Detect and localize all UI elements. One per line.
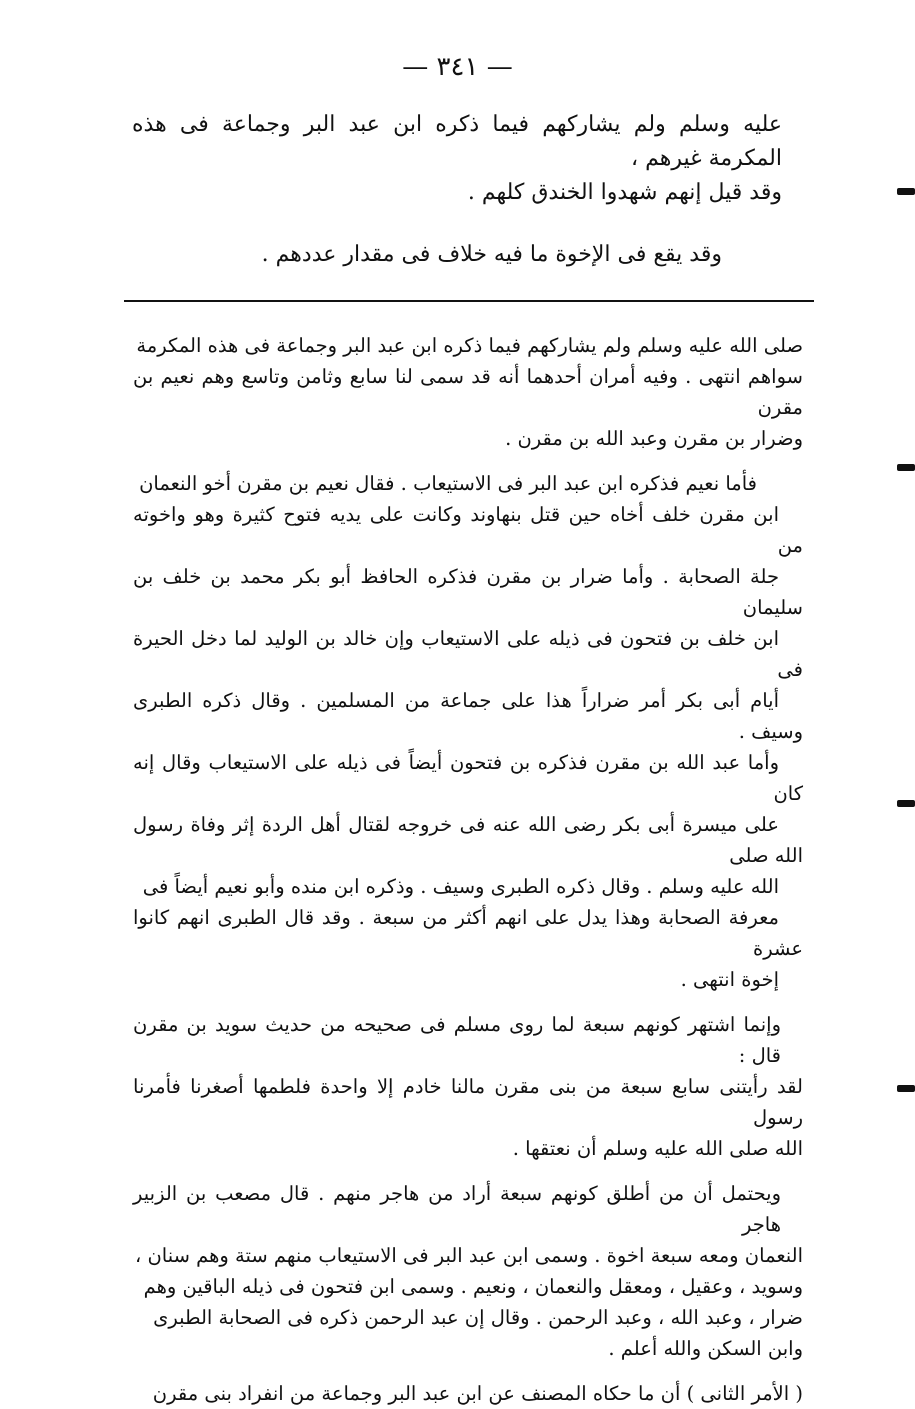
text-line: ابن خلف بن فتحون فى ذيله على الاستيعاب وإن خالد بن الوليد لما دخل الحيرة فى [133, 627, 803, 681]
footnote-paragraph [133, 330, 803, 454]
text-line: الله صلى الله عليه وسلم أن نعتقها . [512, 1137, 803, 1160]
main-text-block [132, 108, 782, 272]
text-line: النعمان ومعه سبعة اخوة . وسمى ابن عبد البر فى الاستيعاب منهم ستة وهم سنان ، [134, 1244, 803, 1267]
text-line: عليه وسلم ولم يشاركهم فيما ذكره ابن عبد البر وجماعة فى هذه المكرمة غيرهم ، [132, 112, 782, 171]
footnote-paragraph [133, 1009, 803, 1164]
text-line: معرفة الصحابة وهذا يدل على انهم أكثر من سبعة . وقد قال الطبرى انهم كانوا عشرة [133, 906, 803, 960]
margin-mark [897, 464, 915, 471]
footnote-paragraph [133, 1378, 803, 1409]
text-line: وقد قيل إنهم شهدوا الخندق كلهم . [467, 180, 782, 205]
text-line: وإنما اشتهر كونهم سبعة لما روى مسلم فى صحيحه من حديث سويد بن مقرن قال : [133, 1013, 781, 1067]
main-paragraph [132, 108, 782, 210]
margin-mark [897, 800, 915, 807]
footnote-paragraph [133, 468, 803, 995]
text-line: وابن السكن والله أعلم . [608, 1337, 803, 1360]
text-line: وضرار بن مقرن وعبد الله بن مقرن . [505, 427, 803, 450]
text-line: أيام أبى بكر أمر ضراراً هذا على جماعة من المسلمين . وقال ذكره الطبرى وسيف . [133, 689, 803, 743]
footnote-separator-rule [124, 300, 814, 302]
text-line: ابن مقرن خلف أخاه حين قتل بنهاوند وكانت على يديه فتوح كثيرة وهو واخوته من [133, 503, 803, 557]
text-line: سواهم انتهى . وفيه أمران أحدهما أنه قد سمى لنا سابع وثامن وتاسع وهم نعيم بن مقرن [133, 365, 803, 419]
text-line: الله عليه وسلم . وقال ذكره الطبرى وسيف . وذكره ابن منده وأبو نعيم أيضاً فى [142, 875, 779, 898]
margin-mark [897, 1085, 915, 1092]
text-line: وسويد ، وعقيل ، ومعقل والنعمان ، ونعيم . وسمى ابن فتحون فى ذيله الباقين وهم [143, 1275, 803, 1298]
text-line: صلى الله عليه وسلم ولم يشاركهم فيما ذكره ابن عبد البر وجماعة فى هذه المكرمة [136, 334, 803, 357]
page-number: — ٣٤١ — [402, 52, 513, 82]
footnote-paragraph [133, 1178, 803, 1364]
footnote-block [133, 330, 803, 1409]
text-line: وقد يقع فى الإخوة ما فيه خلاف فى مقدار عددهم . [261, 242, 722, 267]
text-line: جلة الصحابة . وأما ضرار بن مقرن فذكره الحافظ أبو بكر محمد بن خلف بن سليمان [133, 565, 803, 619]
text-line: على ميسرة أبى بكر رضى الله عنه فى خروجه لقتال أهل الردة إثر وفاة رسول الله صلى [133, 813, 803, 867]
text-line: وأما عبد الله بن مقرن فذكره بن فتحون أيضاً فى ذيله على الاستيعاب وقال إنه كان [133, 751, 803, 805]
text-line: ضرار ، وعبد الله ، وعبد الرحمن . وقال إن عبد الرحمن ذكره فى الصحابة الطبرى [153, 1306, 803, 1329]
text-line: فأما نعيم فذكره ابن عبد البر فى الاستيعاب . فقال نعيم بن مقرن أخو النعمان [139, 472, 757, 495]
margin-mark [897, 188, 915, 195]
text-line: ويحتمل أن من أطلق كونهم سبعة أراد من هاجر منهم . قال مصعب بن الزبير هاجر [133, 1182, 781, 1236]
text-line: ( الأمر الثانى ) أن ما حكاه المصنف عن ابن عبد البر وجماعة من انفراد بنى مقرن [152, 1382, 803, 1405]
main-paragraph [132, 238, 782, 272]
text-line: لقد رأيتنى سابع سبعة من بنى مقرن مالنا خادم إلا واحدة فلطمها أصغرنا فأمرنا رسول [133, 1075, 803, 1129]
text-line: إخوة انتهى . [680, 968, 779, 991]
